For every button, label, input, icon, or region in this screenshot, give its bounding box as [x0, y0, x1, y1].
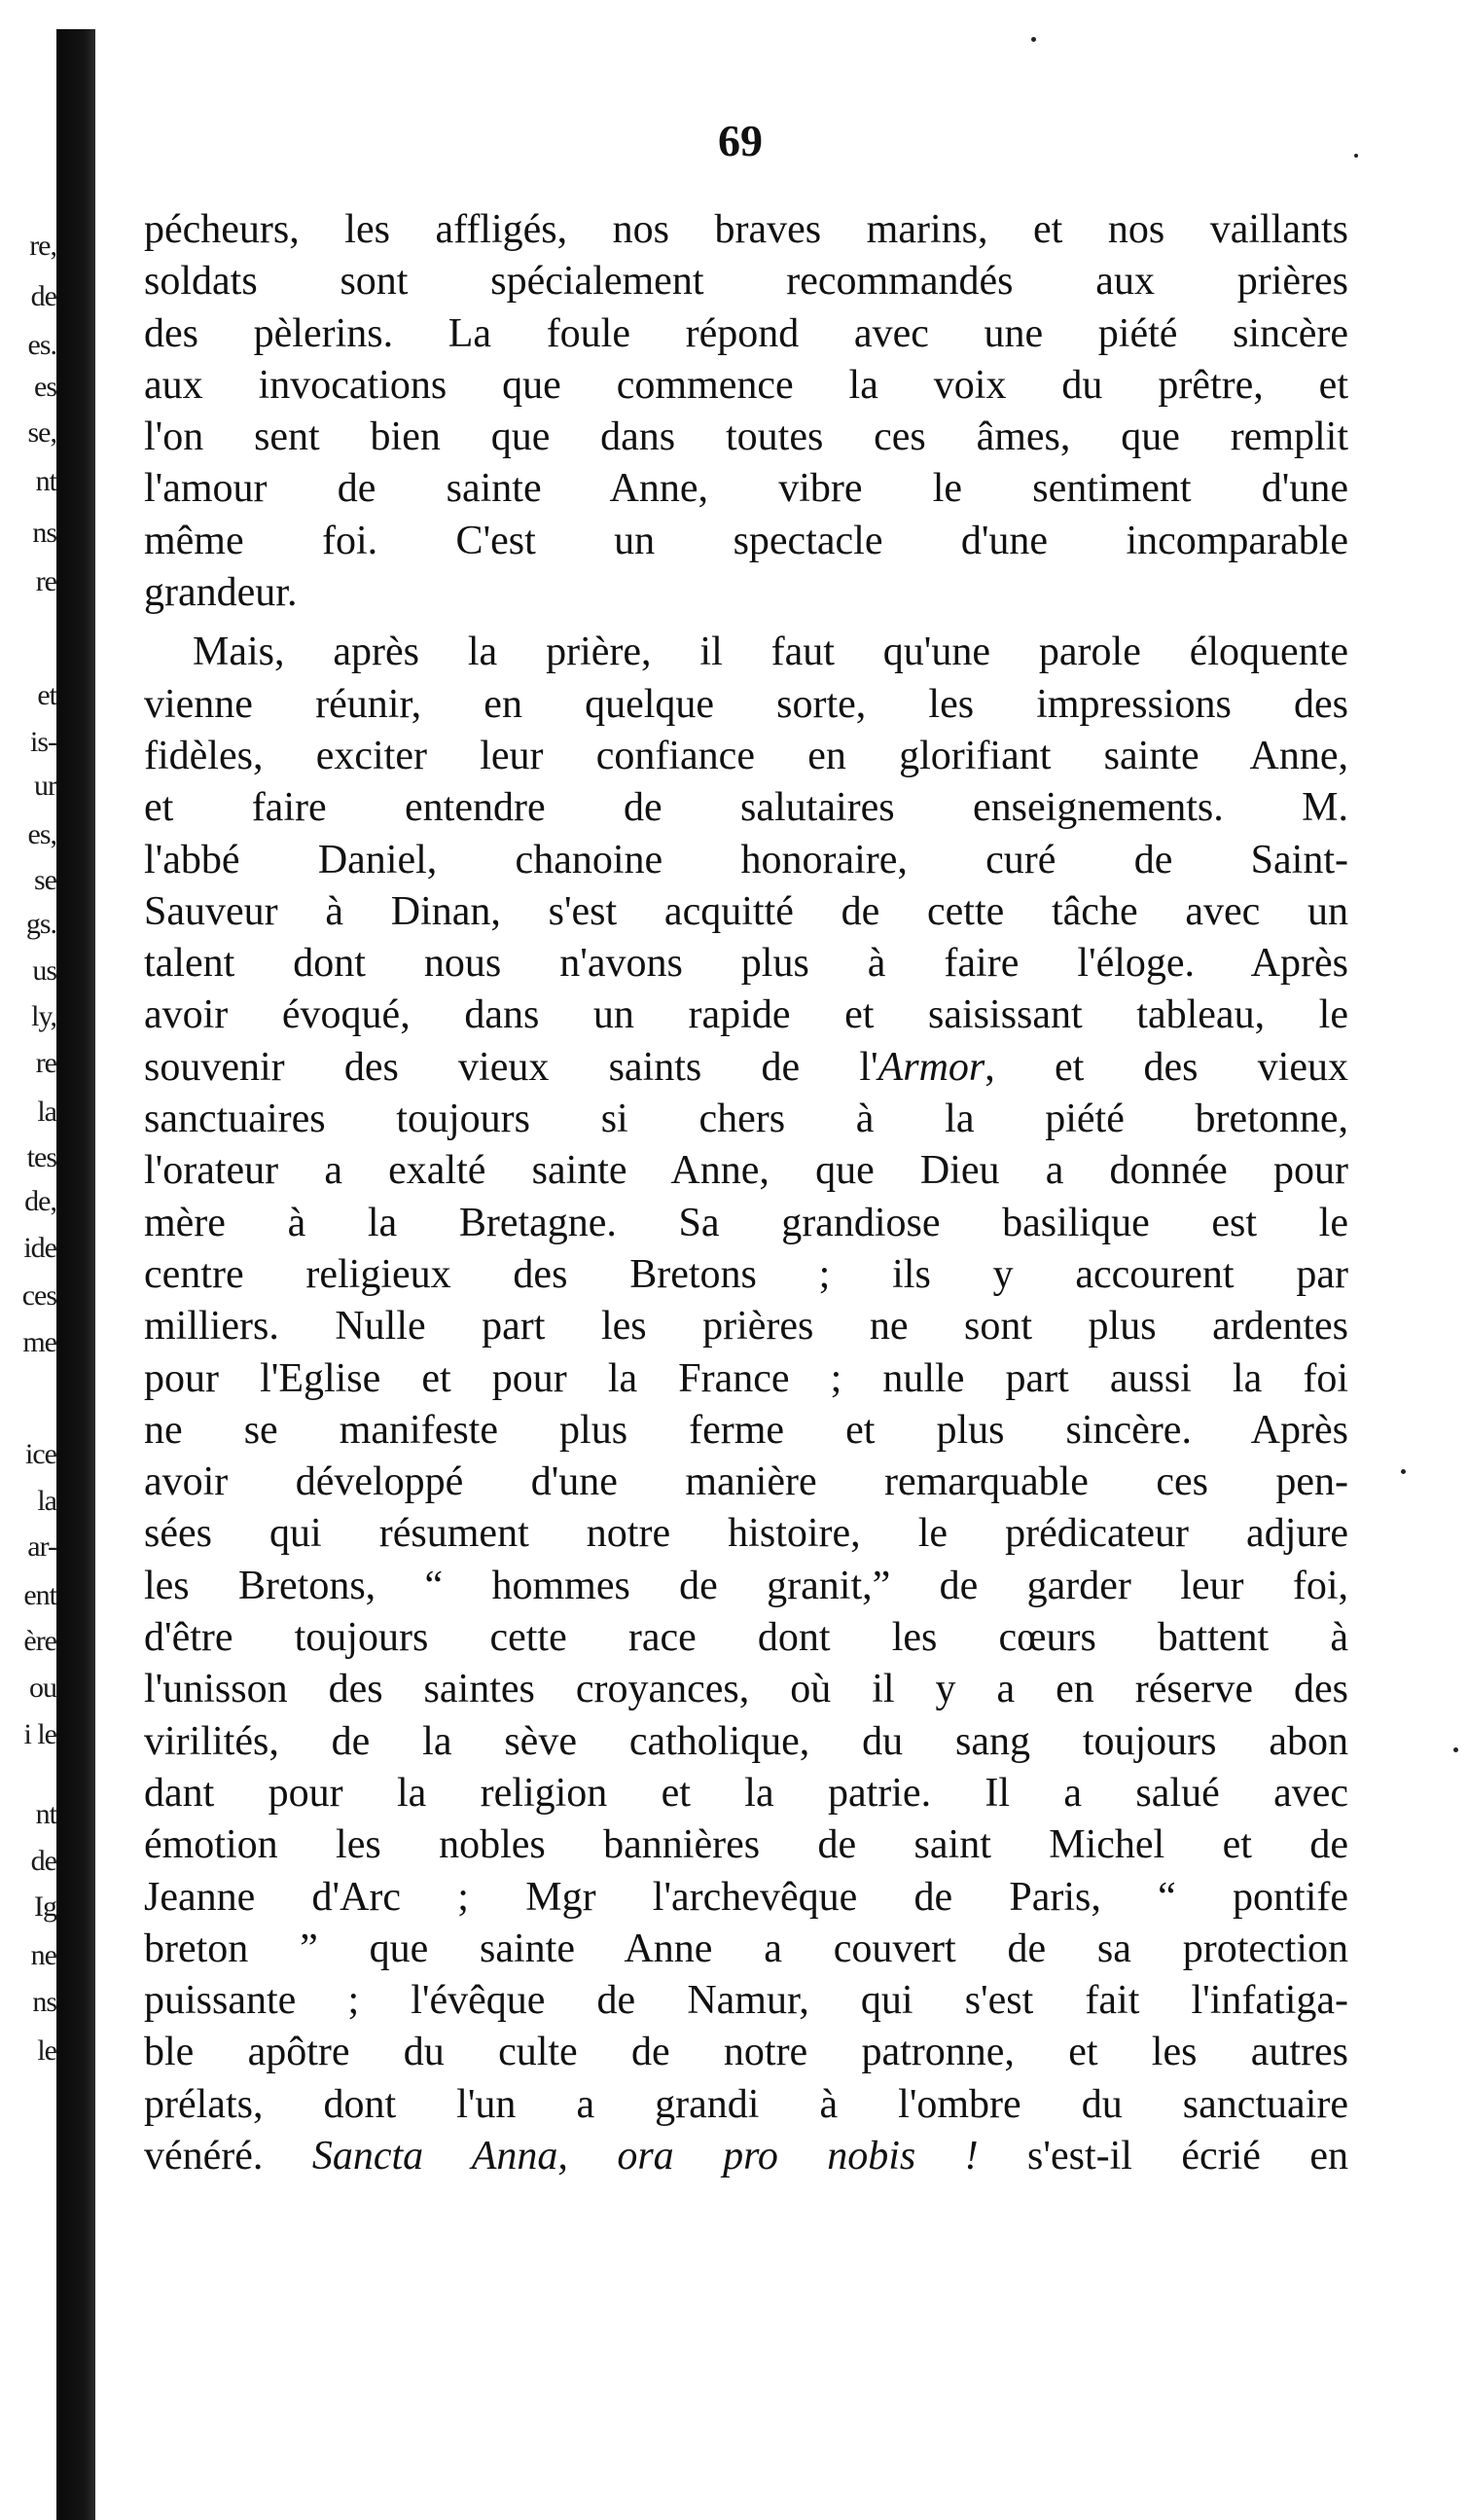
- text-line: ble apôtre du culte de notre patronne, et les autres: [144, 2030, 1348, 2075]
- text-line: mère à la Bretagne. Sa grandiose basilique est le: [144, 1200, 1348, 1245]
- text-line: avoir évoqué, dans un rapide et saisissant tableau, le: [144, 992, 1348, 1038]
- gutter-fragment: ur: [34, 770, 56, 802]
- text-line: soldats sont spécialement recommandés aux prières: [144, 259, 1348, 305]
- text-line: talent dont nous n'avons plus à faire l'éloge. Après: [144, 941, 1348, 987]
- gutter-fragment: Ig: [34, 1890, 56, 1923]
- text-line: pour l'Eglise et pour la France ; nulle part aussi la foi: [144, 1355, 1348, 1401]
- text-line: d'être toujours cette race dont les cœurs battent à: [144, 1615, 1348, 1661]
- page-number: 69: [718, 116, 763, 165]
- paragraph-2: [144, 627, 1348, 2182]
- gutter-fragment: ar-: [27, 1530, 56, 1563]
- gutter-fragment: ide: [23, 1232, 56, 1264]
- text-run: vénéré.: [144, 2133, 312, 2178]
- gutter-fragment: ces: [21, 1279, 56, 1312]
- text-line: l'unisson des saintes croyances, où il y a en réserve des: [144, 1667, 1348, 1712]
- gutter-fragment: tes: [26, 1141, 56, 1173]
- gutter-fragment: ent: [23, 1579, 56, 1611]
- text-line: virilités, de la sève catholique, du sang toujours abon: [144, 1718, 1348, 1764]
- text-line: avoir développé d'une manière remarquable ces pen-: [144, 1459, 1348, 1505]
- gutter-fragment: re,: [29, 230, 56, 262]
- text-line: même foi. C'est un spectacle d'une incomparable: [144, 518, 1348, 563]
- text-line: l'orateur a exalté sainte Anne, que Dieu a donnée pour: [144, 1148, 1348, 1194]
- gutter-fragment: de: [30, 1845, 56, 1877]
- text-line: Jeanne d'Arc ; Mgr l'archevêque de Paris, “ pontife: [144, 1874, 1348, 1920]
- text-line: breton ” que sainte Anne a couvert de sa protection: [144, 1926, 1348, 1971]
- print-speck: [1401, 1469, 1406, 1474]
- print-speck: [1031, 37, 1036, 42]
- gutter-fragment: de,: [24, 1185, 56, 1217]
- gutter-fragment: es.: [27, 329, 56, 361]
- gutter-fragment: ne: [30, 1939, 56, 1971]
- text-line: puissante ; l'évêque de Namur, qui s'est fait l'infatiga-: [144, 1978, 1348, 2024]
- text-line: milliers. Nulle part les prières ne sont plus ardentes: [144, 1304, 1348, 1350]
- italic-phrase: Sancta Anna, ora pro nobis !: [311, 2133, 979, 2178]
- text-line: des pèlerins. La foule répond avec une piété sincère: [144, 310, 1348, 356]
- text-line: Mais, après la prière, il faut qu'une parole éloquente: [193, 630, 1348, 675]
- text-line: l'on sent bien que dans toutes ces âmes, que remplit: [144, 414, 1348, 460]
- gutter-fragment: de: [30, 280, 56, 312]
- gutter-fragment: gs.: [25, 908, 56, 940]
- gutter-fragment: i le: [23, 1718, 56, 1750]
- text-line: l'amour de sainte Anne, vibre le sentiment d'une: [144, 466, 1348, 512]
- gutter-fragment: ns: [32, 1986, 56, 2018]
- text-line: les Bretons, “ hommes de granit,” de garder leur foi,: [144, 1563, 1348, 1608]
- text-line: ne se manifeste plus ferme et plus sincère. Après: [144, 1407, 1348, 1453]
- gutter-fragment: es: [34, 371, 56, 403]
- gutter-fragment: re: [35, 565, 56, 597]
- text-line: aux invocations que commence la voix du prêtre, et: [144, 362, 1348, 408]
- gutter-fragment: et: [37, 679, 56, 711]
- gutter-fragment: re: [35, 1047, 56, 1079]
- gutter-fragment: ly,: [31, 1000, 56, 1032]
- text-line: [144, 2131, 1348, 2182]
- text-line: et faire entendre de salutaires enseignements. M.: [144, 785, 1348, 831]
- gutter-fragment: se: [34, 864, 56, 896]
- binding-edge: [56, 29, 95, 2520]
- text-line: l'abbé Daniel, chanoine honoraire, curé de Saint-: [144, 837, 1348, 882]
- gutter-fragment: me: [22, 1326, 56, 1358]
- gutter-fragment: le: [37, 2034, 56, 2067]
- text-line: émotion les nobles bannières de saint Michel et de: [144, 1822, 1348, 1868]
- gutter-fragment: la: [37, 1485, 56, 1517]
- gutter-fragment: ns: [32, 517, 56, 549]
- print-speck: [1453, 1747, 1458, 1752]
- text-run: , et des vieux: [985, 1044, 1348, 1090]
- text-line: dant pour la religion et la patrie. Il a salué avec: [144, 1770, 1348, 1816]
- gutter-fragment: nt: [35, 465, 56, 497]
- gutter-fragment: ou: [29, 1672, 56, 1704]
- text-line: prélats, dont l'un a grandi à l'ombre du sanctuaire: [144, 2081, 1348, 2127]
- gutter-fragment: ice: [25, 1438, 56, 1470]
- text-line: sanctuaires toujours si chers à la piété bretonne,: [144, 1097, 1348, 1142]
- text-run: souvenir des vieux saints de l': [144, 1044, 878, 1090]
- gutter-fragment: la: [37, 1096, 56, 1128]
- text-run: s'est-il écrié en: [978, 2133, 1348, 2178]
- gutter-fragment: us: [32, 954, 56, 987]
- text-line: fidèles, exciter leur confiance en glorifiant sainte Anne,: [144, 733, 1348, 778]
- gutter-fragment: es,: [27, 818, 56, 850]
- text-line: sées qui résument notre histoire, le prédicateur adjure: [144, 1511, 1348, 1557]
- text-line: Sauveur à Dinan, s'est acquitté de cette tâche avec un: [144, 888, 1348, 934]
- text-line: pécheurs, les affligés, nos braves marins, et nos vaillants: [144, 207, 1348, 252]
- print-speck: [1354, 154, 1358, 158]
- italic-word: Armor: [877, 1044, 985, 1090]
- gutter-fragment: is-: [30, 726, 56, 758]
- gutter-fragment: se,: [27, 416, 56, 449]
- body-text: [144, 204, 1348, 2182]
- gutter-fragment: ère: [23, 1625, 56, 1657]
- text-line: centre religieux des Bretons ; ils y accourent par: [144, 1251, 1348, 1297]
- text-line: vienne réunir, en quelque sorte, les impressions des: [144, 681, 1348, 727]
- text-line: grandeur.: [144, 570, 298, 616]
- gutter-fragment: nt: [35, 1798, 56, 1830]
- paragraph-1: [144, 204, 1348, 619]
- text-line: [144, 1042, 1348, 1094]
